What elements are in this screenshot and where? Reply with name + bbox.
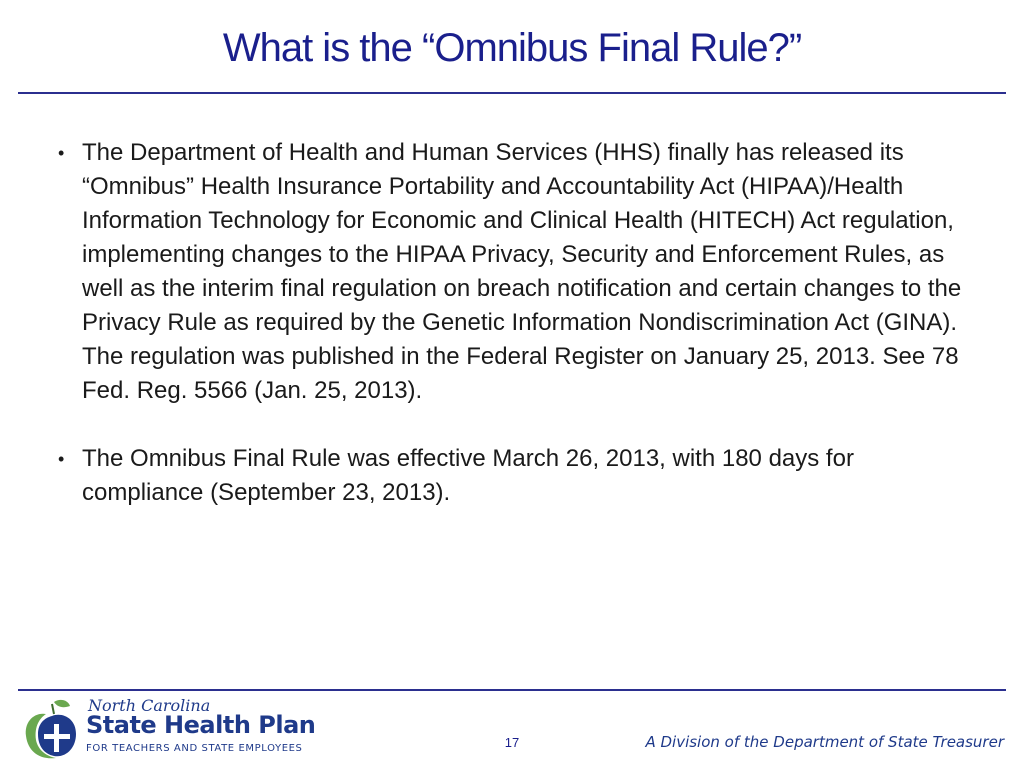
bullet-item bbox=[58, 136, 978, 408]
page-number: 17 bbox=[504, 735, 520, 750]
bullet-dot-icon: • bbox=[58, 143, 65, 163]
bullet-item bbox=[58, 442, 978, 510]
bullet-dot-icon: • bbox=[58, 449, 65, 469]
bullet-list bbox=[58, 136, 978, 544]
division-text: A Division of the Department of State Treasurer bbox=[645, 733, 1004, 751]
bullet-text: The Omnibus Final Rule was effective March 26, 2013, with 180 days for compliance (September 23, 2013). bbox=[82, 445, 854, 506]
state-health-plan-logo bbox=[16, 696, 316, 762]
logo-tagline: FOR TEACHERS AND STATE EMPLOYEES bbox=[86, 743, 303, 754]
bullet-text: The Department of Health and Human Services (HHS) finally has released its “Omnibus” Health Insurance Portability and Accountability Act (HIPAA)/Health Information Technology for Economic and Clinical Health (HITECH) Act regulation, implementing changes to the HIPAA Privacy, Security and Enforcement Rules, as well as the interim final regulation on breach notification and certain changes to the Privacy Rule as required by the Genetic Information Nondiscrimination Act (GINA). The regulation was published in the Federal Register on January 25, 2013. See 78 Fed. Reg. 5566 (Jan. 25, 2013). bbox=[82, 139, 962, 404]
footer-divider bbox=[18, 689, 1006, 691]
logo-name: State Health Plan bbox=[86, 711, 316, 739]
apple-logo-icon bbox=[16, 696, 86, 762]
title-divider bbox=[18, 92, 1006, 94]
slide-title: What is the “Omnibus Final Rule?” bbox=[222, 26, 802, 70]
logo-state: North Carolina bbox=[88, 696, 211, 715]
